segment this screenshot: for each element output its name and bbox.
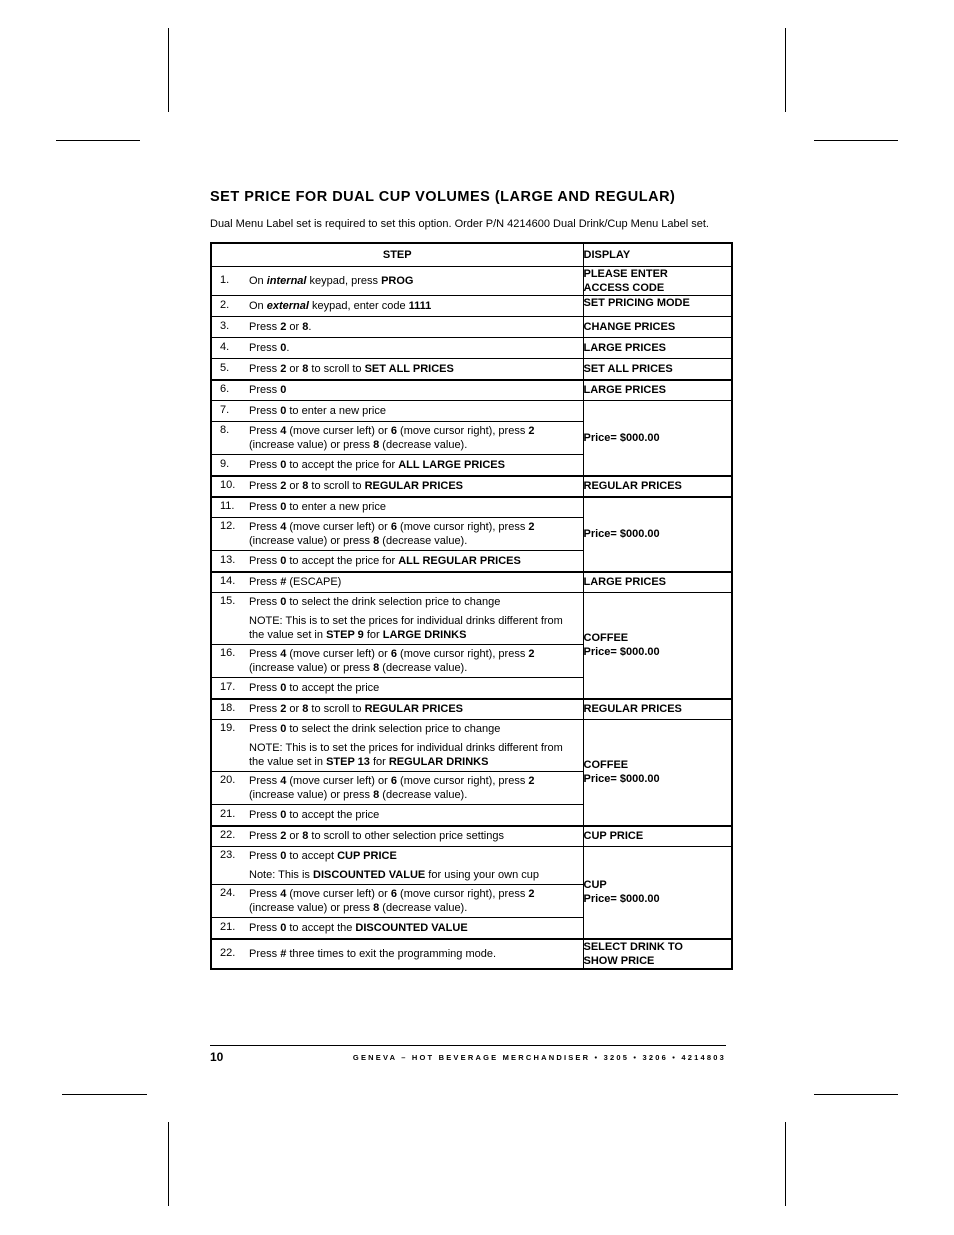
step-number: 13. [220, 553, 236, 566]
step-header: STEP [211, 243, 583, 267]
step-number: 5. [220, 361, 230, 374]
display-line: ACCESS CODE [583, 282, 665, 294]
step-text [249, 520, 575, 548]
step-text [249, 808, 575, 822]
step-cell [211, 401, 583, 422]
step-paragraph: NOTE: This is to set the prices for individual drinks different from the value set in STEP 13 for REGULAR DRINKS [249, 742, 563, 768]
step-text [249, 362, 575, 376]
step-paragraph: Press 4 (move curser left) or 6 (move cursor right), press 2 (increase value) or press 8 (decrease value). [249, 775, 535, 801]
table-row [211, 497, 732, 518]
step-paragraph: Press 0 [249, 384, 287, 397]
display-line: Price= $000.00 [583, 646, 660, 659]
step-text [249, 383, 575, 397]
step-cell [211, 317, 583, 338]
step-number: 22. [220, 946, 236, 959]
step-number: 22. [220, 829, 236, 842]
step-number: 14. [220, 575, 236, 588]
step-text [249, 404, 575, 418]
display-cell [583, 476, 732, 497]
display-line: REGULAR PRICES [583, 480, 682, 492]
display-line: LARGE PRICES [583, 576, 667, 589]
step-cell [211, 338, 583, 359]
step-cell [211, 476, 583, 497]
display-cell [583, 847, 732, 939]
crop-mark [814, 1094, 898, 1095]
step-cell [211, 645, 583, 678]
display-cell [583, 720, 732, 826]
step-cell [211, 551, 583, 572]
step-number: 8. [220, 424, 230, 436]
display-cell [583, 593, 732, 699]
step-number: 19. [220, 722, 236, 734]
step-text [249, 921, 575, 935]
step-cell [211, 593, 583, 645]
table-row [211, 699, 732, 720]
step-cell [211, 720, 583, 772]
display-cell [583, 939, 732, 969]
display-line: REGULAR PRICES [583, 703, 682, 716]
step-cell [211, 918, 583, 939]
display-cell [583, 401, 732, 476]
step-paragraph: Press 4 (move curser left) or 6 (move cursor right), press 2 (increase value) or press 8 (decrease value). [249, 888, 535, 914]
step-paragraph: Press 4 (move curser left) or 6 (move cursor right), press 2 (increase value) or press 8 (decrease value). [249, 521, 535, 547]
step-paragraph: Press 2 or 8 to scroll to other selection price settings [249, 830, 504, 843]
table-row [211, 720, 732, 772]
step-text [249, 647, 575, 675]
step-paragraph: Press 0 to accept CUP PRICE [249, 850, 397, 862]
step-text [249, 424, 575, 452]
step-text [249, 458, 575, 472]
table-row [211, 847, 732, 885]
step-number: 6. [220, 383, 230, 396]
display-line: CUP PRICE [583, 830, 644, 843]
step-number: 9. [220, 457, 230, 470]
step-text [249, 722, 575, 769]
step-text [249, 274, 575, 288]
step-paragraph: Press 2 or 8 to scroll to REGULAR PRICES [249, 703, 463, 716]
display-line: Price= $000.00 [583, 773, 660, 786]
display-line: SELECT DRINK TO [583, 940, 683, 953]
display-line: LARGE PRICES [583, 384, 667, 397]
step-cell [211, 699, 583, 720]
steps-body [211, 267, 732, 969]
step-paragraph: Press 4 (move curser left) or 6 (move cursor right), press 2 (increase value) or press 8 (decrease value). [249, 648, 535, 674]
step-cell [211, 380, 583, 401]
step-number: 20. [220, 774, 236, 786]
step-number: 16. [220, 647, 236, 659]
step-number: 11. [220, 500, 235, 513]
display-header: DISPLAY [583, 243, 732, 267]
display-cell [583, 338, 732, 359]
step-text [249, 887, 575, 915]
table-row [211, 593, 732, 645]
step-cell [211, 805, 583, 826]
intro-text: Dual Menu Label set is required to set this option. Order P/N 4214600 Dual Drink/Cup Menu Label set. [210, 218, 709, 230]
step-text [249, 341, 575, 355]
step-paragraph: NOTE: This is to set the prices for individual drinks different from the value set in STEP 9 for LARGE DRINKS [249, 615, 563, 641]
display-cell [583, 699, 732, 720]
table-header-row [211, 243, 732, 267]
display-cell [583, 497, 732, 572]
step-paragraph: Press # (ESCAPE) [249, 576, 342, 589]
step-paragraph: Press 0 to select the drink selection price to change [249, 596, 501, 608]
step-cell [211, 422, 583, 455]
step-paragraph: Press 0 to accept the price for ALL REGULAR PRICES [249, 554, 521, 567]
step-cell [211, 518, 583, 551]
step-text [249, 575, 575, 589]
step-text [249, 500, 575, 514]
step-cell [211, 572, 583, 593]
display-cell [583, 317, 732, 338]
table-row [211, 267, 732, 296]
step-cell [211, 772, 583, 805]
step-cell [211, 826, 583, 847]
step-text [249, 774, 575, 802]
step-number: 21. [220, 920, 236, 933]
crop-mark [814, 140, 898, 141]
step-paragraph: Note: This is DISCOUNTED VALUE for using your own cup [249, 869, 539, 881]
step-paragraph: Press 2 or 8 to scroll to REGULAR PRICES [249, 480, 463, 492]
step-cell [211, 497, 583, 518]
crop-mark [785, 28, 786, 112]
step-number: 15. [220, 595, 236, 607]
step-number: 10. [220, 479, 236, 491]
step-paragraph: Press 0 to enter a new price [249, 501, 386, 514]
table-row [211, 826, 732, 847]
step-text [249, 947, 575, 961]
step-cell [211, 678, 583, 699]
display-line: SHOW PRICE [583, 954, 655, 967]
step-number: 7. [220, 404, 230, 416]
page-number: 10 [210, 1050, 224, 1064]
crop-mark [785, 1122, 786, 1206]
display-line: COFFEE [583, 759, 629, 772]
page-title: SET PRICE FOR DUAL CUP VOLUMES (LARGE AND REGULAR) [210, 189, 676, 205]
display-line: CHANGE PRICES [583, 321, 676, 333]
display-line: Price= $000.00 [583, 893, 660, 906]
step-number: 21. [220, 807, 236, 820]
table-row [211, 317, 732, 338]
step-paragraph: On internal keypad, press PROG [249, 275, 414, 287]
display-cell [583, 380, 732, 401]
step-text [249, 320, 575, 334]
footer-text: GENEVA – HOT BEVERAGE MERCHANDISER • 3205 • 3206 • 4214803 [352, 1053, 726, 1062]
table-row [211, 359, 732, 380]
table-row [211, 476, 732, 497]
step-paragraph: Press 2 or 8. [249, 321, 312, 333]
step-number: 1. [220, 274, 230, 286]
step-number: 18. [220, 702, 236, 715]
display-cell [583, 267, 732, 296]
display-cell [583, 359, 732, 380]
step-paragraph: Press 2 or 8 to scroll to SET ALL PRICES [249, 362, 454, 375]
crop-mark [168, 28, 169, 112]
display-line: LARGE PRICES [583, 342, 667, 354]
steps-table [210, 242, 733, 970]
table-row [211, 338, 732, 359]
step-number: 2. [220, 299, 230, 311]
display-line: SET PRICING MODE [583, 297, 690, 309]
step-text [249, 849, 575, 882]
step-paragraph: On external keypad, enter code 1111 [249, 300, 432, 312]
step-number: 23. [220, 849, 236, 861]
step-cell [211, 296, 583, 317]
step-text [249, 829, 575, 843]
step-text [249, 702, 575, 716]
table-row [211, 572, 732, 593]
step-text [249, 554, 575, 568]
step-paragraph: Press 0 to accept the price [249, 681, 380, 694]
step-paragraph: Press # three times to exit the programming mode. [249, 947, 497, 960]
display-line: Price= $000.00 [583, 431, 660, 444]
step-paragraph: Press 4 (move curser left) or 6 (move cursor right), press 2 (increase value) or press 8 (decrease value). [249, 425, 535, 451]
step-number: 24. [220, 887, 236, 899]
step-paragraph: Press 0 to enter a new price [249, 405, 386, 417]
step-text [249, 299, 575, 313]
step-paragraph: Press 0. [249, 342, 290, 354]
footer-rule [210, 1045, 726, 1046]
display-line: PLEASE ENTER [583, 268, 668, 280]
step-cell [211, 359, 583, 380]
display-line: COFFEE [583, 632, 629, 645]
crop-mark [56, 140, 140, 141]
step-cell [211, 885, 583, 918]
step-number: 4. [220, 341, 230, 353]
step-cell [211, 267, 583, 296]
table-row [211, 296, 732, 317]
table-row [211, 939, 732, 969]
step-number: 17. [220, 680, 236, 693]
step-paragraph: Press 0 to accept the DISCOUNTED VALUE [249, 921, 468, 934]
step-text [249, 479, 575, 493]
crop-mark [168, 1122, 169, 1206]
display-cell [583, 826, 732, 847]
display-cell [583, 296, 732, 317]
display-line: CUP [583, 879, 607, 892]
display-cell [583, 572, 732, 593]
crop-mark [62, 1094, 147, 1095]
table-row [211, 380, 732, 401]
step-paragraph: Press 0 to accept the price [249, 808, 380, 821]
step-number: 3. [220, 320, 230, 332]
display-line: Price= $000.00 [583, 528, 660, 540]
step-number: 12. [220, 520, 236, 532]
step-paragraph: Press 0 to select the drink selection price to change [249, 723, 501, 735]
step-paragraph: Press 0 to accept the price for ALL LARGE PRICES [249, 458, 505, 471]
step-text [249, 681, 575, 695]
step-text [249, 595, 575, 642]
step-cell [211, 939, 583, 969]
table-row [211, 401, 732, 422]
step-cell [211, 455, 583, 476]
step-cell [211, 847, 583, 885]
display-line: SET ALL PRICES [583, 362, 673, 375]
